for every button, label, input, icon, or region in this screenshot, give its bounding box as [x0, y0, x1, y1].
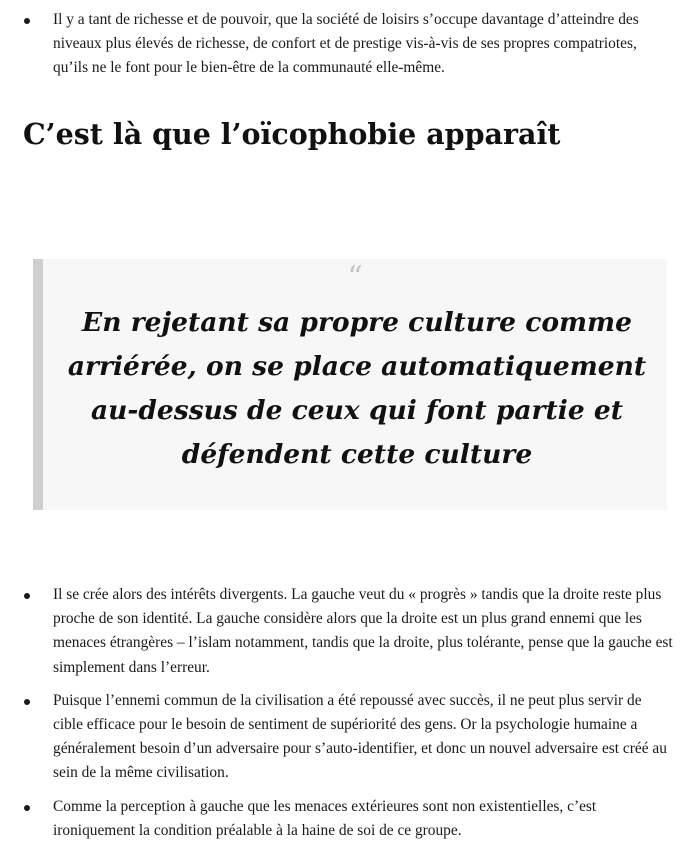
list-item — [0, 795, 691, 843]
top-bullet-list — [0, 8, 691, 90]
bullet-icon — [24, 593, 30, 599]
list-item-text: Puisque l’ennemi commun de la civilisation a été repoussé avec succès, il ne peut plus servir de cible efficace pour le besoin de sentiment de supériorité des gens. Or la psychologie humaine a généralement besoin d’un adversaire pour s’auto-identifier, et donc un nouvel adversaire est créé au sein de la même civilisation. — [53, 691, 667, 782]
bottom-bullet-list — [0, 583, 691, 852]
bullet-icon — [24, 699, 30, 705]
pull-quote-text: En rejetant sa propre culture comme arriérée, on se place automatiquement au-dessus de ceux qui font partie et défendent cette culture — [67, 307, 647, 470]
list-item — [0, 8, 691, 81]
list-item — [0, 583, 691, 680]
pull-quote — [33, 259, 667, 510]
section-heading: C’est là que l’oïcophobie apparaît — [23, 117, 561, 151]
list-item-text: Il se crée alors des intérêts divergents. La gauche veut du « progrès » tandis que la droite reste plus proche de son identité. La gauche considère alors que la droite est un plus grand ennemi que les menaces étrangères – l’islam notamment, tandis que la droite, plus tolérante, pense que la gauche est simplement dans l’erreur. — [53, 586, 673, 676]
list-item-text: Il y a tant de richesse et de pouvoir, que la société de loisirs s’occupe davantage d’atteindre des niveaux plus élevés de richesse, de confort et de prestige vis-à-vis de ses propres compatriotes, qu’ils ne le font pour le bien-être de la communauté elle-même. — [53, 11, 639, 77]
list-item-text: Comme la perception à gauche que les menaces extérieures sont non existentielles, c’est ironiquement la condition préalable à la haine de soi de ce groupe. — [53, 797, 597, 839]
quote-mark-icon: “ — [347, 260, 363, 295]
list-item — [0, 689, 691, 786]
bullet-icon — [24, 18, 30, 24]
bullet-icon — [24, 805, 30, 811]
